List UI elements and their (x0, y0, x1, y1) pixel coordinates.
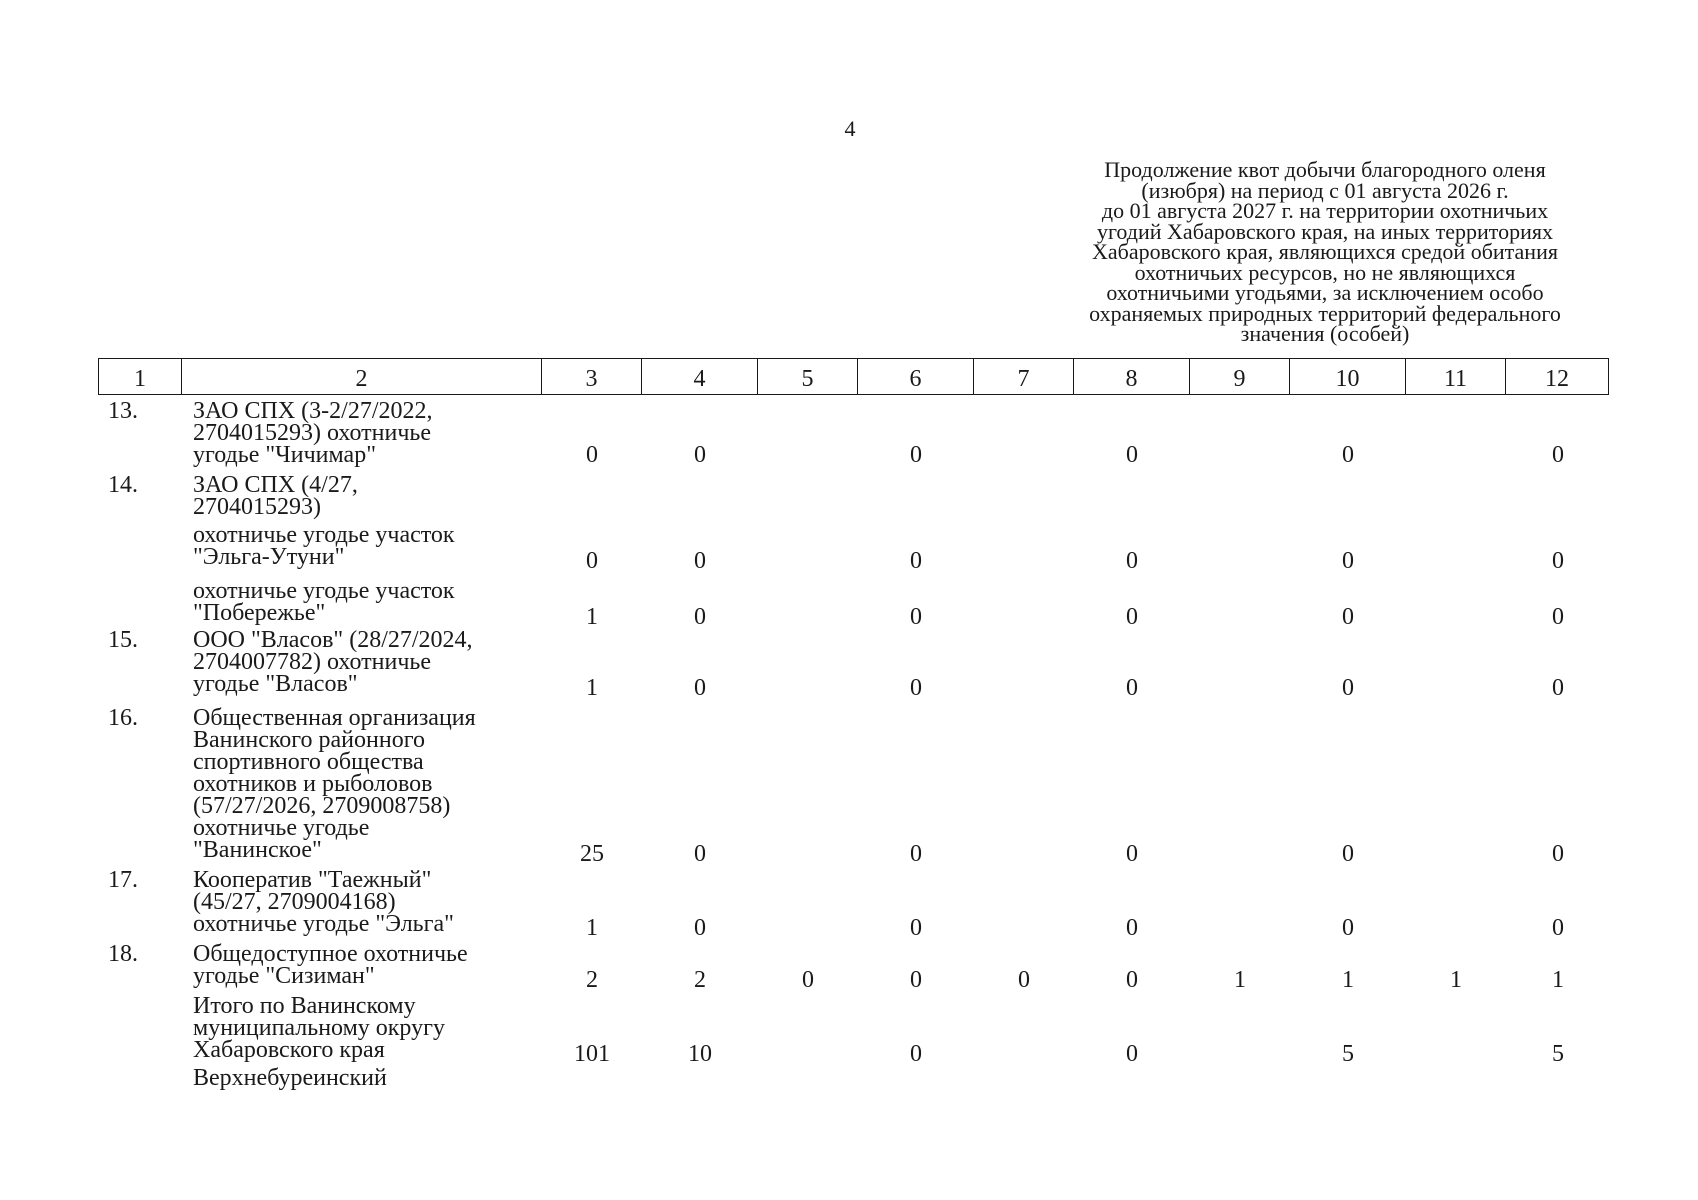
row-number: 15. (108, 627, 138, 653)
quota-value-col-10: 5 (1342, 1041, 1354, 1067)
table-row (98, 867, 1608, 941)
quota-value-col-3: 101 (574, 1041, 610, 1067)
header-cell: 1 (99, 359, 182, 395)
description-line: "Ванинское" (193, 837, 322, 863)
quota-value-col-12: 0 (1552, 442, 1564, 468)
header-cell: 3 (542, 359, 642, 395)
quota-value-col-6: 0 (910, 675, 922, 701)
row-description (193, 995, 543, 1061)
quota-value-col-8: 0 (1126, 675, 1138, 701)
quota-value-col-6: 0 (910, 548, 922, 574)
row-description (193, 400, 543, 466)
header-cell: 2 (182, 359, 542, 395)
caption-line: Хабаровского края, являющихся средой обитания (1092, 239, 1558, 264)
row-number: 16. (108, 705, 138, 731)
row-description (193, 629, 543, 695)
description-line: угодье "Сизиман" (193, 963, 375, 989)
description-line: 2704015293) охотничье (193, 420, 432, 446)
quota-value-col-4: 0 (694, 548, 706, 574)
quota-value-col-3: 1 (586, 915, 598, 941)
row-number: 14. (108, 472, 138, 498)
caption-line: (изюбря) на период с 01 августа 2026 г. (1141, 177, 1509, 203)
description-line: Ванинского районного (193, 727, 425, 753)
table-row (98, 578, 1608, 630)
header-cell: 10 (1290, 359, 1406, 395)
table-row (98, 705, 1608, 867)
quota-value-col-12: 0 (1552, 915, 1564, 941)
table-row (98, 941, 1608, 993)
quota-value-col-8: 0 (1126, 604, 1138, 630)
header-row (99, 359, 1609, 395)
quota-value-col-3: 0 (586, 442, 598, 468)
quota-value-col-8: 0 (1126, 1041, 1138, 1067)
quota-value-col-8: 0 (1126, 442, 1138, 468)
header-cell: 12 (1506, 359, 1609, 395)
description-line: охотничье угодье "Эльга" (193, 911, 454, 937)
header-cell: 9 (1190, 359, 1290, 395)
table-row (98, 627, 1608, 701)
description-line: Общедоступное охотничье (193, 941, 468, 967)
quota-value-col-6: 0 (910, 1041, 922, 1067)
row-description (193, 474, 543, 518)
quota-value-col-4: 0 (694, 442, 706, 468)
caption-line: охотничьих ресурсов, но не являющихся (1134, 259, 1516, 285)
quota-value-col-3: 25 (580, 841, 604, 867)
row-number: 17. (108, 867, 138, 893)
quota-value-col-10: 0 (1342, 442, 1354, 468)
table-row (98, 522, 1608, 574)
description-line: Общественная организация (193, 705, 476, 731)
header-cell: 8 (1074, 359, 1190, 395)
quota-value-col-6: 0 (910, 841, 922, 867)
caption-line: значения (особей) (1240, 321, 1410, 346)
caption-line: охраняемых природных территорий федерального (1089, 300, 1561, 326)
quota-value-col-3: 1 (586, 604, 598, 630)
page-number: 4 (844, 116, 856, 141)
column-number-header (98, 358, 1609, 395)
row-description (193, 869, 543, 935)
table-row (98, 400, 1608, 466)
description-line: ООО "Власов" (28/27/2024, (193, 627, 473, 653)
quota-value-col-6: 0 (910, 442, 922, 468)
description-line: угодье "Власов" (193, 671, 358, 697)
description-line: Итого по Ванинскому (193, 993, 416, 1019)
description-line: ЗАО СПХ (3-2/27/2022, (193, 398, 433, 424)
description-line: (57/27/2026, 2709008758) (193, 793, 451, 819)
table-row (98, 1067, 1608, 1089)
quota-value-col-3: 0 (586, 548, 598, 574)
description-line: Верхнебуреинский (193, 1065, 387, 1091)
quota-value-col-10: 0 (1342, 841, 1354, 867)
quota-value-col-6: 0 (910, 604, 922, 630)
quota-value-col-10: 0 (1342, 604, 1354, 630)
quota-value-col-12: 1 (1552, 967, 1564, 993)
description-line: охотничье угодье (193, 815, 370, 841)
row-description (193, 943, 543, 987)
row-number: 18. (108, 941, 138, 967)
header-cell: 6 (858, 359, 974, 395)
quota-value-col-10: 0 (1342, 675, 1354, 701)
header-cell: 5 (758, 359, 858, 395)
description-line: (45/27, 2709004168) (193, 889, 396, 915)
quota-value-col-10: 0 (1342, 548, 1354, 574)
quota-value-col-3: 1 (586, 675, 598, 701)
description-line: "Эльга-Утуни" (193, 544, 345, 570)
caption-line: Продолжение квот добычи благородного оленя (1104, 157, 1546, 182)
description-line: охотников и рыболовов (193, 771, 433, 797)
quota-value-col-8: 0 (1126, 841, 1138, 867)
description-line: Хабаровского края (193, 1037, 385, 1063)
quota-value-col-11: 1 (1450, 967, 1462, 993)
description-line: ЗАО СПХ (4/27, (193, 472, 358, 498)
table-body (98, 400, 1608, 1089)
description-line: 2704015293) (193, 494, 321, 520)
header-cell: 4 (642, 359, 758, 395)
quota-value-col-10: 1 (1342, 967, 1354, 993)
quota-value-col-12: 0 (1552, 548, 1564, 574)
row-number: 13. (108, 398, 138, 424)
quota-value-col-4: 2 (694, 967, 706, 993)
quota-value-col-8: 0 (1126, 915, 1138, 941)
table-row (98, 993, 1608, 1067)
quota-value-col-4: 0 (694, 604, 706, 630)
caption-line: до 01 августа 2027 г. на территории охотничьих (1101, 198, 1549, 223)
quota-value-col-5: 0 (802, 967, 814, 993)
quota-value-col-4: 10 (688, 1041, 712, 1067)
header-cell: 11 (1406, 359, 1506, 395)
quota-value-col-12: 0 (1552, 841, 1564, 867)
row-description (193, 707, 543, 861)
caption-line: охотничьими угодьями, за исключением особо (1106, 280, 1544, 305)
header-cell: 7 (974, 359, 1074, 395)
row-description (193, 580, 543, 624)
table-caption (1055, 157, 1595, 346)
quota-value-col-12: 0 (1552, 604, 1564, 630)
quota-value-col-3: 2 (586, 967, 598, 993)
description-line: охотничье угодье участок (193, 522, 455, 548)
quota-value-col-9: 1 (1234, 967, 1246, 993)
description-line: Кооператив "Таежный" (193, 867, 432, 893)
description-line: "Побережье" (193, 600, 326, 626)
quota-value-col-12: 0 (1552, 675, 1564, 701)
quota-value-col-6: 0 (910, 967, 922, 993)
quota-value-col-4: 0 (694, 841, 706, 867)
quota-value-col-7: 0 (1018, 967, 1030, 993)
quota-value-col-4: 0 (694, 915, 706, 941)
description-line: охотничье угодье участок (193, 578, 455, 604)
description-line: муниципальному округу (193, 1015, 445, 1041)
row-description (193, 1067, 543, 1089)
quota-value-col-6: 0 (910, 915, 922, 941)
quota-value-col-10: 0 (1342, 915, 1354, 941)
quota-value-col-4: 0 (694, 675, 706, 701)
quota-value-col-8: 0 (1126, 548, 1138, 574)
description-line: угодье "Чичимар" (193, 442, 376, 468)
description-line: спортивного общества (193, 749, 424, 775)
description-line: 2704007782) охотничье (193, 649, 432, 675)
row-description (193, 524, 543, 568)
caption-line: угодий Хабаровского края, на иных территориях (1096, 218, 1554, 244)
table-row (98, 474, 1608, 518)
quota-value-col-8: 0 (1126, 967, 1138, 993)
quota-value-col-12: 5 (1552, 1041, 1564, 1067)
